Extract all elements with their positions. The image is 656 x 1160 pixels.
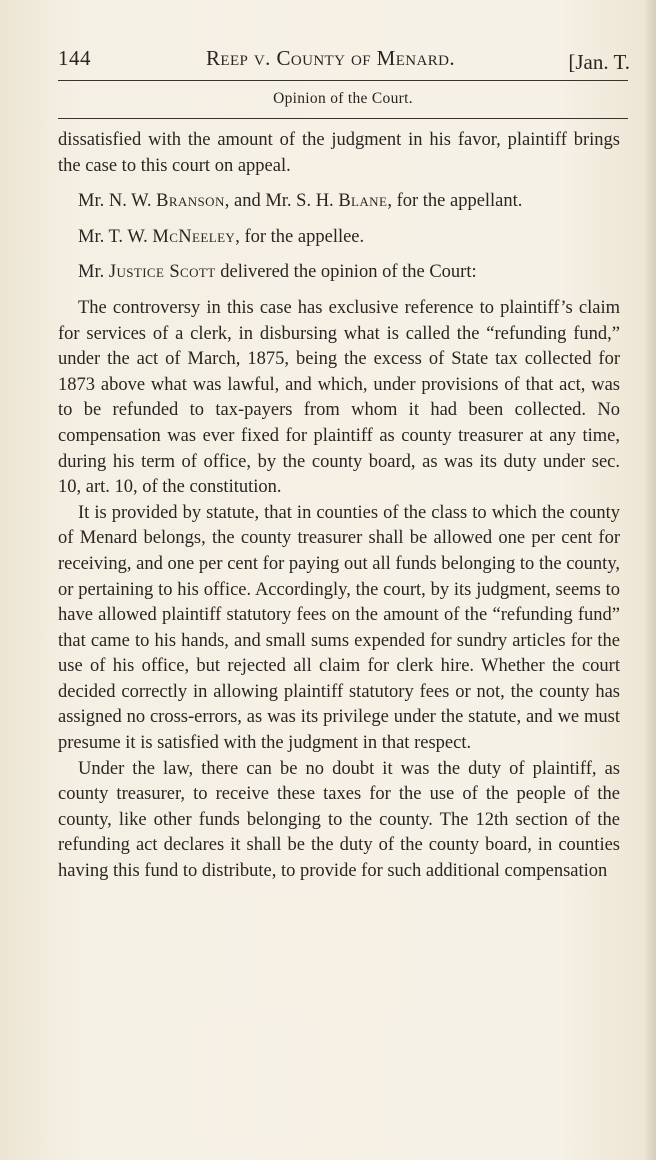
section-heading: Opinion of the Court. bbox=[273, 90, 413, 107]
text-run: delivered the opinion of the Court: bbox=[215, 262, 477, 283]
text-run: Mr. T. W. bbox=[78, 226, 153, 247]
running-head bbox=[58, 42, 630, 76]
justice-name: Justice Scott bbox=[108, 262, 216, 283]
paragraph-statute: It is provided by statute, that in counties of the class to which the county of Menard belongs, the county treasurer shall be allowed one per cent for receiving, and one per cent for paying out all funds belonging to the county, or pertaining to his office. Accordingly, the court, by its judgment, seems to have allowed plaintiff statutory fees on the amount of the “refunding fund” that came to his hands, and small sums expended for sundry articles for the use of his office, but rejected all claim for clerk hire. Whether the court decided correctly in allowing plaintiff statutory fees or not, the county has assigned no cross-errors, as was its privilege under the statute, and we must presume it is satisfied with the judgment in that respect. bbox=[58, 502, 620, 754]
paragraph-duty: Under the law, there can be no doubt it was the duty of plaintiff, as county treasurer, to receive these taxes for the use of the people of the county, like other funds belonging to the county. The 12th section of the refunding act declares it shall be the duty of the county board, in counties having this fund to distribute, to provide for such additional compensation bbox=[58, 758, 620, 882]
attorney-name: Branson bbox=[156, 191, 225, 212]
header-rule-bottom bbox=[58, 118, 628, 119]
page-number: 144 bbox=[58, 46, 91, 70]
text-run: , and Mr. S. H. bbox=[224, 191, 339, 212]
text-run: Mr. N. W. bbox=[78, 191, 157, 212]
text-run: Mr. bbox=[78, 262, 109, 283]
term-label: [Jan. T. bbox=[568, 50, 630, 74]
opinion-attribution bbox=[58, 260, 620, 286]
counsel-appellant bbox=[58, 189, 620, 215]
paragraph-controversy: The controversy in this case has exclusive reference to plaintiff’s claim for services of a clerk, in disbursing what is called the “refunding fund,” under the act of March, 1875, being the excess of State tax collected for 1873 above what was lawful, and which, under provisions of that act, was to be refunded to tax-payers from whom it had been collected. No compensation was ever fixed for plaintiff as county treasurer at any time, during his term of office, by the county board, as was its duty under sec. 10, art. 10, of the constitution. bbox=[58, 297, 620, 498]
attorney-name: Blane bbox=[338, 191, 388, 212]
case-title: Reep v. County of Menard. bbox=[206, 46, 456, 70]
attorney-name: McNeeley bbox=[152, 226, 236, 247]
header-rule-top bbox=[58, 80, 628, 81]
paragraph-continuation: dissatisfied with the amount of the judgment in his favor, plaintiff brings the case to this court on appeal. bbox=[58, 130, 620, 176]
text-run: , for the appellee. bbox=[235, 226, 365, 247]
opinion-text bbox=[58, 128, 620, 885]
page-edge-shadow bbox=[644, 0, 656, 1160]
counsel-appellee bbox=[58, 225, 620, 251]
text-run: , for the appellant. bbox=[387, 191, 523, 212]
